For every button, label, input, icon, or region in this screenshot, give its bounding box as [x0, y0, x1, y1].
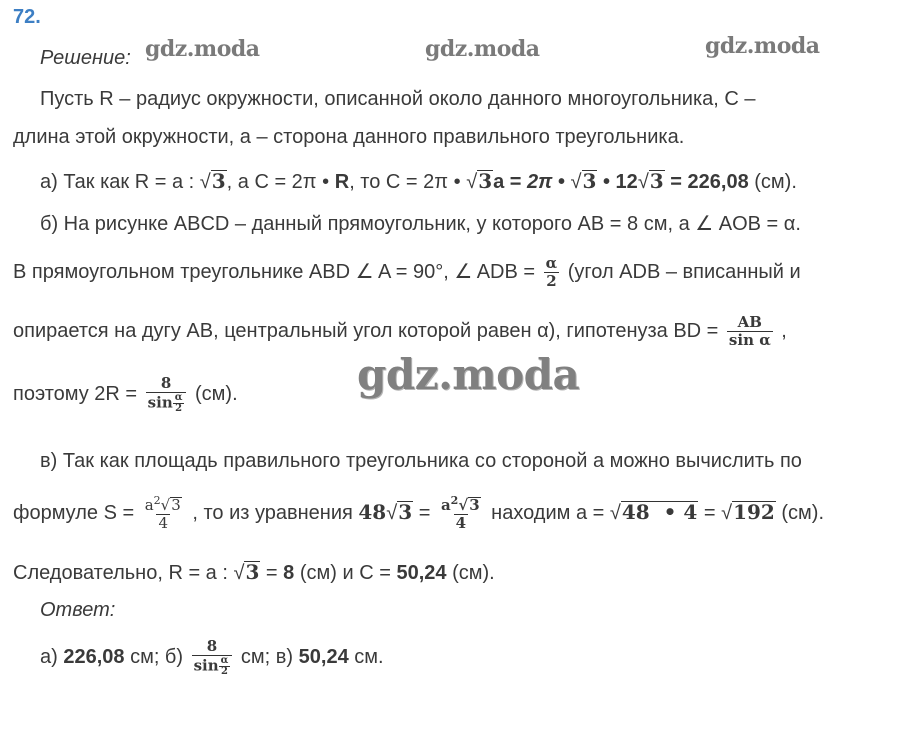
sqrt-3: √3	[199, 169, 226, 193]
fraction-area-formula-bold: $\frac{a^2√3}{4}$	[440, 494, 480, 533]
sqrt-48-times-4: √48 • 4	[609, 500, 698, 525]
fraction-8-over-sin: 8 sin $\frac{\alpha}{2}$	[146, 375, 187, 414]
watermark-2: gdz.moda	[425, 36, 540, 62]
answer-heading: Ответ:	[40, 599, 116, 621]
fraction-area-formula: $\frac{a^2√3}{4}$	[144, 494, 181, 533]
fraction-alpha-over-2: $\frac{\alpha}{2}$	[545, 254, 558, 291]
part-b-line-3: опирается на дугу AB, центральный угол которой равен α), гипотенуза BD = $\frac{AB}{\text{sin α}}$ ,	[13, 313, 787, 350]
sqrt-3: √3	[386, 500, 413, 525]
part-a: а) Так как R = a : √3, а C = 2π • R, то C = 2π • √3a = 2π • √3 • 12√3 = 226,08 (см).	[40, 169, 797, 193]
solution-heading: Решение:	[40, 47, 131, 69]
intro-line-2: длина этой окружности, a – сторона данного правильного треугольника.	[13, 126, 685, 148]
answer-fraction: 8 sin $\frac{\alpha}{2}$	[192, 638, 233, 677]
intro-line-1: Пусть R – радиус окружности, описанной около данного многоугольника, C –	[40, 88, 756, 110]
part-b-line-2: В прямоугольном треугольнике ABD ∠ A = 90°, ∠ ADB = $\frac{\alpha}{2}$ (угол ADB – вписанный и	[13, 254, 801, 291]
part-c-line-1: в) Так как площадь правильного треугольника со стороной a можно вычислить по	[40, 450, 802, 472]
watermark-3: gdz.moda	[705, 33, 820, 59]
part-b-line-4: поэтому 2R = 8 sin $\frac{\alpha}{2}$ (см).	[13, 374, 238, 415]
problem-number: 72.	[13, 6, 41, 28]
part-c-line-2: формуле S = $\frac{a^2√3}{4}$ , то из уравнения 48√3 = $\frac{a^2√3}{4}$ находим a = √48 • 4 = √192 (см).	[13, 494, 824, 533]
sqrt-192: √192	[721, 500, 775, 525]
watermark-1: gdz.moda	[145, 36, 260, 62]
part-b-line-1: б) На рисунке ABCD – данный прямоугольник, у которого AB = 8 см, а ∠ AOB = α.	[40, 213, 801, 235]
sqrt-3: √3	[637, 169, 664, 193]
watermark-center: gdz.moda	[357, 350, 580, 399]
sqrt-3: √3	[466, 169, 493, 193]
sqrt-3: √3	[570, 169, 597, 193]
answer-line: а) 226,08 см; б) 8 sin $\frac{\alpha}{2}$ см; в) 50,24 см.	[40, 637, 384, 678]
part-c-line-3: Следовательно, R = a : √3 = 8 (см) и C = 50,24 (см).	[13, 560, 495, 584]
sqrt-3: √3	[233, 560, 260, 584]
fraction-ab-over-sin: $\frac{AB}{\text{sin α}}$	[728, 313, 771, 350]
